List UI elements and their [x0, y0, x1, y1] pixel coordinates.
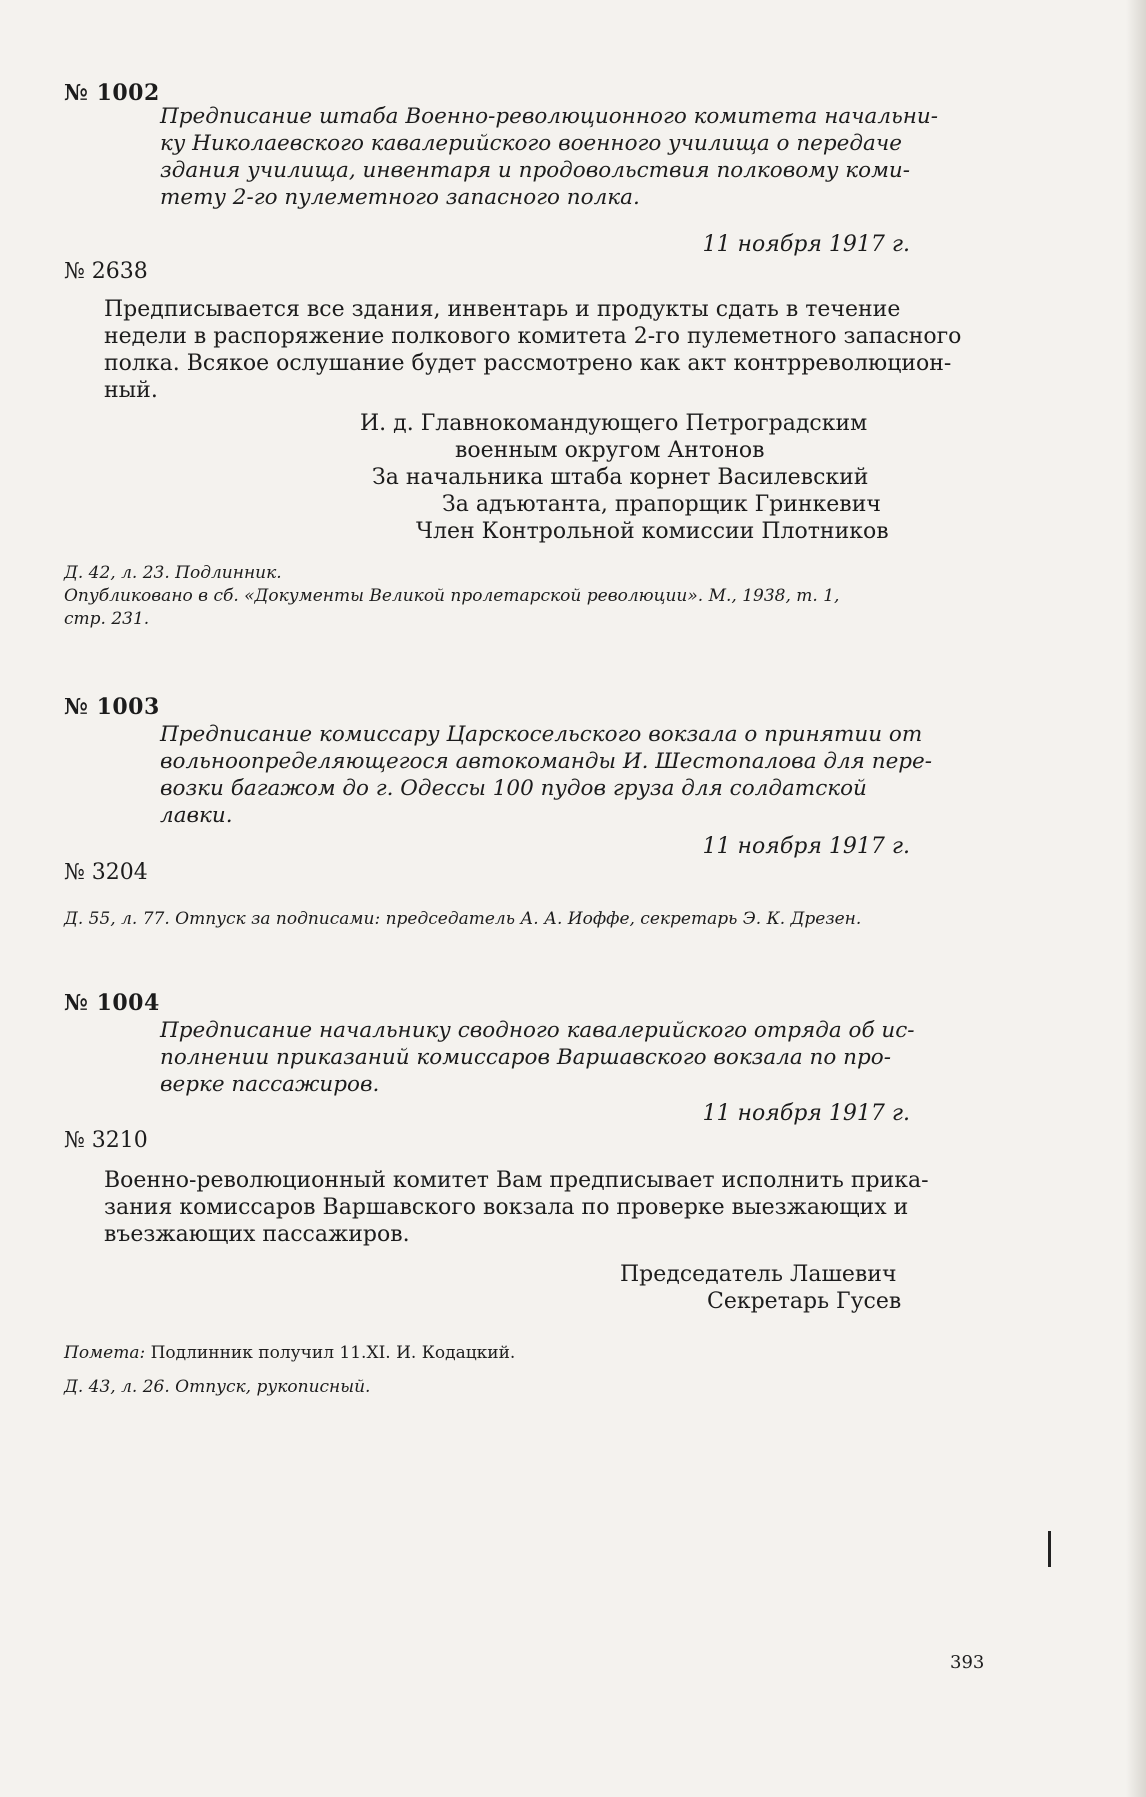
- body-line: полка. Всякое ослушание будет рассмотрено как акт контрреволюцион-: [104, 351, 952, 376]
- note-line: Д. 55, л. 77. Отпуск за подписами: председатель А. А. Иоффе, секретарь Э. К. Дрезен.: [64, 909, 862, 929]
- heading-line: возки багажом до г. Одессы 100 пудов груза для солдатской: [160, 776, 867, 801]
- doc-1002-number: № 1002: [64, 80, 160, 106]
- signature-line: Председатель Лашевич: [620, 1262, 897, 1287]
- body-line: Предписывается все здания, инвентарь и продукты сдать в течение: [104, 297, 901, 322]
- doc-1002-signatures: [350, 410, 990, 545]
- doc-1003-date: 11 ноября 1917 г.: [702, 834, 910, 859]
- doc-1003-heading: [160, 721, 990, 829]
- heading-line: вольноопределяющегося автокоманды И. Шестопалова для пере-: [160, 749, 933, 774]
- doc-1004-archive-note: [64, 1376, 964, 1399]
- page-number: 393: [950, 1652, 985, 1673]
- doc-1002-archive-note: [64, 562, 994, 631]
- heading-line: Предписание начальнику сводного кавалерийского отряда об ис-: [160, 1018, 915, 1043]
- pometa-text: Подлинник получил 11.XI. И. Кодацкий.: [150, 1343, 516, 1363]
- note-line: Д. 42, л. 23. Подлинник.: [64, 563, 282, 583]
- signature-line: военным округом Антонов: [455, 438, 765, 463]
- doc-1004-body: [104, 1167, 994, 1248]
- doc-1002-body: [104, 296, 994, 404]
- doc-1004-heading: [160, 1017, 990, 1098]
- body-line: въезжающих пассажиров.: [104, 1222, 410, 1247]
- doc-1004-reg-number: № 3210: [64, 1128, 148, 1153]
- note-line: Опубликовано в сб. «Документы Великой пролетарской революции». М., 1938, т. 1,: [64, 586, 840, 606]
- heading-line: Предписание комиссару Царскосельского вокзала о принятии от: [160, 722, 923, 747]
- heading-line: верке пассажиров.: [160, 1072, 380, 1097]
- body-line: недели в распоряжение полкового комитета 2-го пулеметного запасного: [104, 324, 962, 349]
- body-line: Военно-революционный комитет Вам предписывает исполнить прика-: [104, 1168, 929, 1193]
- note-line: Д. 43, л. 26. Отпуск, рукописный.: [64, 1377, 371, 1397]
- doc-1002-heading: [160, 103, 990, 211]
- signature-line: За адъютанта, прапорщик Гринкевич: [442, 492, 881, 517]
- doc-1003-reg-number: № 3204: [64, 860, 148, 885]
- heading-line: ку Николаевского кавалерийского военного училища о передаче: [160, 131, 902, 156]
- signature-line: Секретарь Гусев: [707, 1289, 902, 1314]
- doc-1003-archive-note: [64, 908, 1004, 931]
- doc-1002-reg-number: № 2638: [64, 259, 148, 284]
- signature-line: За начальника штаба корнет Василевский: [372, 465, 869, 490]
- doc-1004-number: № 1004: [64, 990, 160, 1016]
- heading-line: полнении приказаний комиссаров Варшавского вокзала по про-: [160, 1045, 891, 1070]
- heading-line: здания училища, инвентаря и продовольствия полковому коми-: [160, 158, 911, 183]
- heading-line: Предписание штаба Военно-революционного комитета начальни-: [160, 104, 939, 129]
- doc-1004-pometa: [64, 1343, 964, 1363]
- body-line: ный.: [104, 378, 158, 403]
- note-line: стр. 231.: [64, 609, 150, 629]
- signature-line: И. д. Главнокомандующего Петроградским: [360, 411, 868, 436]
- doc-1003-number: № 1003: [64, 694, 160, 720]
- doc-1004-date: 11 ноября 1917 г.: [702, 1101, 910, 1126]
- page-edge-shadow: [1126, 0, 1146, 1797]
- body-line: зания комиссаров Варшавского вокзала по проверке выезжающих и: [104, 1195, 909, 1220]
- doc-1004-signatures: [620, 1261, 990, 1315]
- heading-line: тету 2-го пулеметного запасного полка.: [160, 185, 640, 210]
- signature-line: Член Контрольной комиссии Плотников: [416, 519, 889, 544]
- doc-1002-date: 11 ноября 1917 г.: [702, 232, 910, 257]
- pometa-label: Пометa:: [64, 1343, 146, 1363]
- heading-line: лавки.: [160, 803, 233, 828]
- margin-mark: [1048, 1531, 1051, 1567]
